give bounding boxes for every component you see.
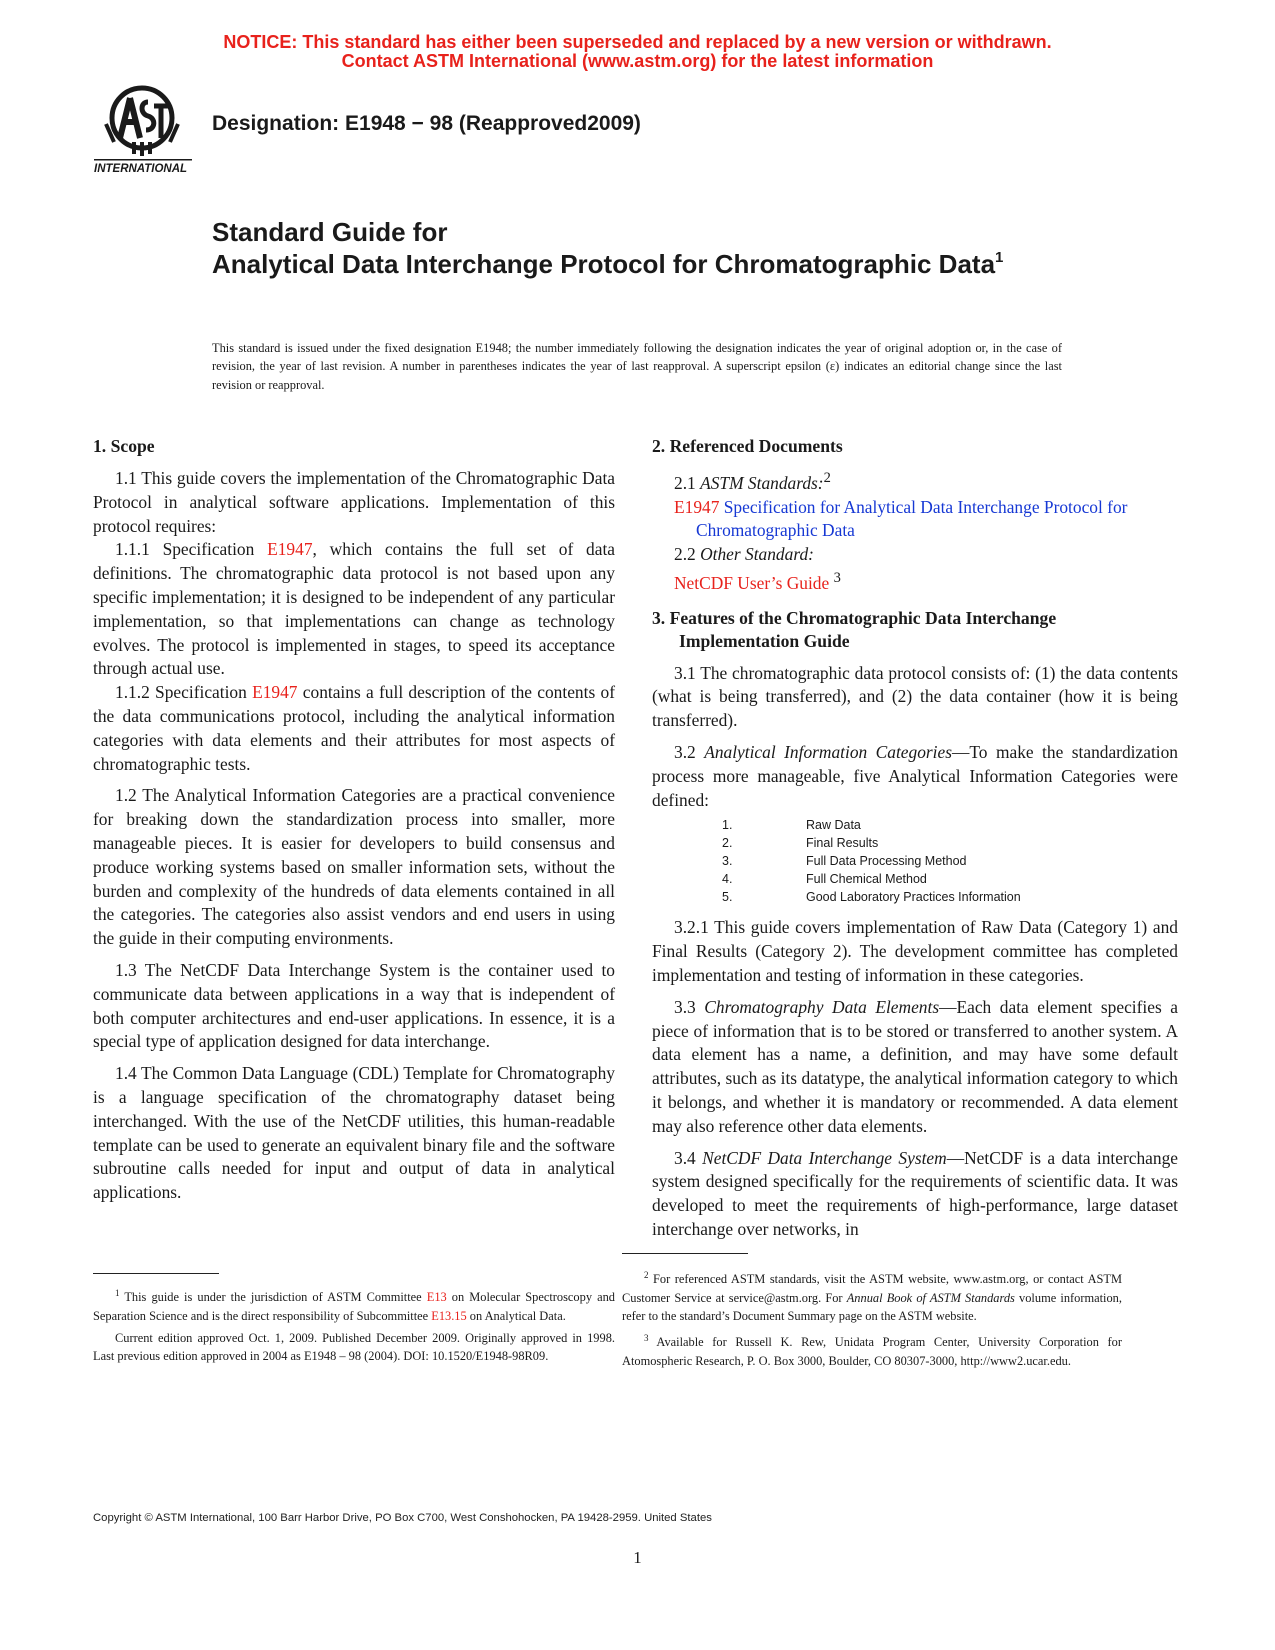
right-column: [652, 435, 1178, 1250]
para-1-1-2: 1.1.2 Specification E1947 contains a full description of the contents of the data communications protocol, including the analytical information categories with data elements and their attributes for most aspects of chromatographic tests.: [93, 682, 615, 774]
category-list: [652, 816, 1178, 906]
para-1-1: 1.1 This guide covers the implementation of the Chromatographic Data Protocol in analytical software applications. Implementation of this protocol requires:: [93, 468, 615, 536]
committee-e13-link[interactable]: E13: [426, 1290, 447, 1305]
copyright: Copyright © ASTM International, 100 Barr Harbor Drive, PO Box C700, West Conshohocken, PA 19428-2959. United States: [93, 1512, 712, 1524]
ref-e1947-title[interactable]: Specification for Analytical Data Interchange Protocol for Chromatographic Data: [696, 496, 1128, 541]
footnote-divider-left: [93, 1273, 219, 1274]
para-1-3: 1.3 The NetCDF Data Interchange System is the container used to communicate data between applications in a way that is independent of both computer architectures and end-user applications. In essence, it is a special type of application designed for data interchange.: [93, 959, 615, 1052]
page-number: 1: [633, 1548, 642, 1567]
list-item: 1. Raw Data: [722, 818, 861, 833]
para-1-4: 1.4 The Common Data Language (CDL) Template for Chromatography is a language specification of the chromatography dataset being interchanged. With the use of the NetCDF utilities, this human-readable template can be used to generate an equivalent binary file and the software subroutine calls needed for input and output of data in analytical applications.: [93, 1063, 615, 1203]
para-3-3: 3.3 Chromatography Data Elements—Each data element specifies a piece of information that is to be stored or transferred to another system. A data element has a name, a definition, and may have some default attributes, such as its datatype, the analytical information category to which it belongs, and whether it is mandatory or recommended. A data element may also reference other data elements.: [652, 996, 1179, 1136]
ref-e1947[interactable]: [652, 496, 1178, 544]
footnote-1: $^1$ This guide is under the jurisdiction of ASTM Committee E13 on Molecular Spectroscopy and Separation Science and is the direct responsibility of Subcommittee E13.15 on Analytical Data.: [93, 1288, 615, 1323]
para-3-2-1: 3.2.1 This guide covers implementation of Raw Data (Category 1) and Final Results (Category 2). The development committee has completed implementation and testing of information in these categories.: [652, 917, 1178, 985]
footnote-3: $^3$ Available for Russell K. Rew, Unidata Program Center, University Corporation for Atomospheric Research, P. O. Box 3000, Boulder, CO 80307-3000, http://www2.ucar.edu.: [622, 1333, 1122, 1368]
footnotes-left: [93, 1284, 615, 1370]
para-2-2: 2.2 Other Standard:: [674, 544, 814, 565]
ref-e1947-code[interactable]: E1947: [674, 496, 720, 517]
subcommittee-e13-15-link[interactable]: E13.15: [431, 1308, 467, 1323]
footnote-divider-right: [622, 1253, 748, 1254]
list-item: 5. Good Laboratory Practices Information: [722, 890, 1021, 905]
ref-netcdf-title[interactable]: NetCDF User’s Guide: [674, 572, 830, 593]
left-column: [93, 435, 615, 1213]
footnote-2: $^2$ For referenced ASTM standards, visit the ASTM website, www.astm.org, or contact ASTM Customer Service at service@astm.org. For Annual Book of ASTM Standards volume information, refer to the standard’s Document Summary page on the ASTM website.: [622, 1270, 1122, 1323]
footnotes-right: [622, 1266, 1122, 1374]
para-1-1-1: 1.1.1 Specification E1947, which contains the full set of data definitions. The chromatographic data protocol is not based upon any specific implementation; it is designed to be independent of any particular implementation, so that implementations can change as technology evolves. The protocol is implemented in stages, to speed its acceptance through actual use.: [93, 539, 615, 679]
features-heading: 3. Features of the Chromatographic Data Interchange Implementation Guide: [652, 607, 1057, 651]
title-footnote-mark: 1: [995, 249, 1004, 266]
para-1-2: 1.2 The Analytical Information Categories are a practical convenience for breaking down the standardization process into smaller, more manageable pieces. It is easier for developers to build consensus and produce working systems based on smaller information sets, without the burden and complexity of the hundreds of data elements contained in all the categories. The categories also assist vendors and end users in using the guide in their computing environments.: [93, 785, 615, 949]
para-3-2: 3.2 Analytical Information Categories—To make the standardization process more manageable, five Analytical Information Categories were defined:: [652, 741, 1178, 810]
para-2-1: 2.1 ASTM Standards:$^2$: [674, 470, 831, 493]
para-3-1: 3.1 The chromatographic data protocol consists of: (1) the data contents (what is being transferred), and (2) the data container (how it is being transferred).: [652, 662, 1178, 731]
scope-heading: 1. Scope: [93, 436, 155, 456]
list-item: 2. Final Results: [722, 836, 879, 851]
notice-line-2: Contact ASTM International (www.astm.org) for the latest information: [341, 51, 934, 71]
title-line-1: Standard Guide for: [212, 217, 448, 247]
page-title: [212, 216, 1072, 280]
referenced-heading: 2. Referenced Documents: [652, 436, 843, 456]
notice-line-1: NOTICE: This standard has either been superseded and replaced by a new version or withdrawn.: [223, 32, 1052, 52]
issue-statement: This standard is issued under the fixed designation E1948; the number immediately following the designation indicates the year of original adoption or, in the case of revision, the year of last revision. A number in parentheses indicates the year of last reapproval. A superscript epsilon (ε) indicates an editorial change since the last revision or reapproval.: [212, 341, 1062, 392]
astm-logo-icon: [94, 80, 198, 176]
list-item: 4. Full Chemical Method: [722, 872, 927, 887]
list-item: 3. Full Data Processing Method: [722, 854, 967, 869]
svg-text:INTERNATIONAL: INTERNATIONAL: [94, 163, 188, 175]
para-3-4: 3.4 NetCDF Data Interchange System—NetCDF is a data interchange system designed specifically for the requirements of scientific data. It was developed to meet the requirements of high-performance, large dataset interchange over networks, in: [652, 1147, 1178, 1239]
ref-netcdf[interactable]: NetCDF User’s Guide $^3$: [674, 569, 841, 593]
withdrawn-notice: [0, 33, 1275, 71]
spec-e1947-link[interactable]: E1947: [267, 539, 313, 560]
title-main: Analytical Data Interchange Protocol for Chromatographic Data: [212, 249, 996, 279]
title-line-2: [212, 248, 1072, 280]
designation: Designation: E1948 − 98 (Reapproved2009): [212, 112, 641, 135]
edition-note: Current edition approved Oct. 1, 2009. Published December 2009. Originally approved in 1998. Last previous edition approved in 2004 as E1948 – 98 (2004). DOI: 10.1520/E1948-98R09.: [93, 1330, 615, 1364]
spec-e1947-link-2[interactable]: E1947: [252, 682, 298, 703]
